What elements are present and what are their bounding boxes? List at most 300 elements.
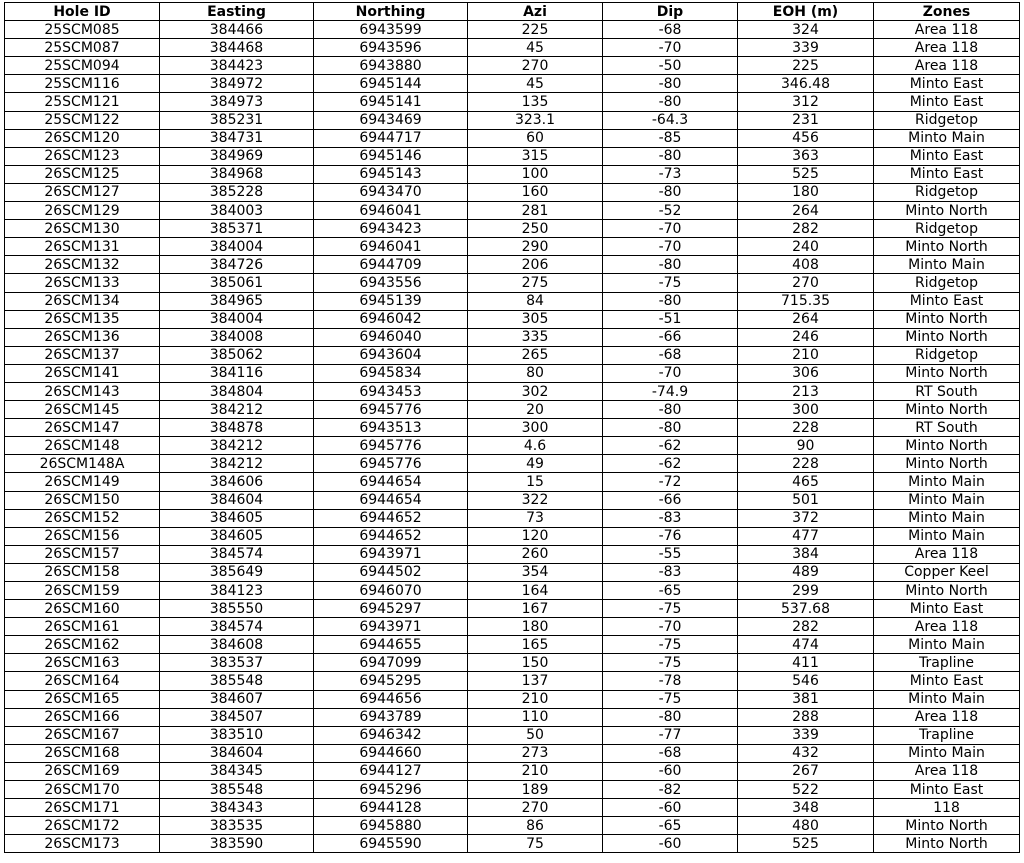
cell-northing: 6943789 bbox=[314, 708, 468, 726]
cell-dip: -50 bbox=[603, 57, 738, 75]
cell-eoh: 411 bbox=[738, 654, 874, 672]
header-easting: Easting bbox=[160, 3, 314, 21]
table-row bbox=[5, 220, 1020, 238]
cell-dip: -75 bbox=[603, 654, 738, 672]
cell-easting: 385550 bbox=[160, 600, 314, 618]
cell-dip: -62 bbox=[603, 437, 738, 455]
cell-eoh: 474 bbox=[738, 636, 874, 654]
cell-easting: 384003 bbox=[160, 202, 314, 220]
cell-easting: 383535 bbox=[160, 817, 314, 835]
cell-hole-id: 25SCM116 bbox=[5, 75, 160, 93]
cell-eoh: 465 bbox=[738, 473, 874, 491]
cell-azi: 15 bbox=[468, 473, 603, 491]
cell-eoh: 381 bbox=[738, 690, 874, 708]
cell-easting: 384507 bbox=[160, 708, 314, 726]
cell-eoh: 537.68 bbox=[738, 600, 874, 618]
cell-azi: 160 bbox=[468, 183, 603, 201]
table-row bbox=[5, 600, 1020, 618]
cell-dip: -70 bbox=[603, 220, 738, 238]
cell-northing: 6945141 bbox=[314, 93, 468, 111]
cell-zone: Minto North bbox=[874, 455, 1020, 473]
table-row bbox=[5, 401, 1020, 419]
table-row bbox=[5, 491, 1020, 509]
cell-easting: 385371 bbox=[160, 220, 314, 238]
cell-azi: 270 bbox=[468, 57, 603, 75]
cell-northing: 6944652 bbox=[314, 527, 468, 545]
cell-zone: Minto East bbox=[874, 672, 1020, 690]
cell-eoh: 267 bbox=[738, 762, 874, 780]
cell-northing: 6945776 bbox=[314, 455, 468, 473]
cell-azi: 322 bbox=[468, 491, 603, 509]
cell-azi: 75 bbox=[468, 835, 603, 853]
cell-easting: 383590 bbox=[160, 835, 314, 853]
cell-azi: 275 bbox=[468, 274, 603, 292]
cell-zone: Ridgetop bbox=[874, 220, 1020, 238]
cell-hole-id: 26SCM123 bbox=[5, 147, 160, 165]
cell-easting: 383537 bbox=[160, 654, 314, 672]
cell-hole-id: 26SCM141 bbox=[5, 364, 160, 382]
table-row bbox=[5, 781, 1020, 799]
cell-dip: -83 bbox=[603, 563, 738, 581]
cell-dip: -73 bbox=[603, 165, 738, 183]
cell-easting: 384574 bbox=[160, 545, 314, 563]
table-row bbox=[5, 346, 1020, 364]
cell-dip: -51 bbox=[603, 310, 738, 328]
cell-dip: -65 bbox=[603, 817, 738, 835]
cell-dip: -77 bbox=[603, 726, 738, 744]
cell-azi: 137 bbox=[468, 672, 603, 690]
header-azi: Azi bbox=[468, 3, 603, 21]
cell-northing: 6945296 bbox=[314, 781, 468, 799]
cell-eoh: 363 bbox=[738, 147, 874, 165]
cell-northing: 6946041 bbox=[314, 202, 468, 220]
cell-hole-id: 25SCM094 bbox=[5, 57, 160, 75]
cell-zone: Minto Main bbox=[874, 509, 1020, 527]
cell-zone: Ridgetop bbox=[874, 274, 1020, 292]
cell-eoh: 282 bbox=[738, 220, 874, 238]
cell-eoh: 346.48 bbox=[738, 75, 874, 93]
cell-eoh: 180 bbox=[738, 183, 874, 201]
cell-dip: -62 bbox=[603, 455, 738, 473]
cell-eoh: 246 bbox=[738, 328, 874, 346]
cell-hole-id: 26SCM171 bbox=[5, 799, 160, 817]
cell-northing: 6946041 bbox=[314, 238, 468, 256]
cell-eoh: 228 bbox=[738, 455, 874, 473]
cell-azi: 84 bbox=[468, 292, 603, 310]
cell-dip: -80 bbox=[603, 256, 738, 274]
cell-dip: -80 bbox=[603, 147, 738, 165]
cell-dip: -52 bbox=[603, 202, 738, 220]
cell-hole-id: 26SCM147 bbox=[5, 419, 160, 437]
cell-dip: -75 bbox=[603, 600, 738, 618]
cell-eoh: 90 bbox=[738, 437, 874, 455]
cell-hole-id: 26SCM148A bbox=[5, 455, 160, 473]
cell-easting: 384574 bbox=[160, 618, 314, 636]
cell-easting: 384804 bbox=[160, 382, 314, 400]
cell-azi: 86 bbox=[468, 817, 603, 835]
table-row bbox=[5, 274, 1020, 292]
cell-easting: 385548 bbox=[160, 781, 314, 799]
cell-zone: Minto Main bbox=[874, 129, 1020, 147]
cell-azi: 60 bbox=[468, 129, 603, 147]
cell-dip: -75 bbox=[603, 274, 738, 292]
cell-zone: Area 118 bbox=[874, 545, 1020, 563]
cell-northing: 6943599 bbox=[314, 21, 468, 39]
cell-eoh: 715.35 bbox=[738, 292, 874, 310]
cell-hole-id: 26SCM168 bbox=[5, 744, 160, 762]
cell-northing: 6944654 bbox=[314, 473, 468, 491]
cell-dip: -85 bbox=[603, 129, 738, 147]
cell-eoh: 522 bbox=[738, 781, 874, 799]
cell-northing: 6944655 bbox=[314, 636, 468, 654]
cell-zone: Trapline bbox=[874, 726, 1020, 744]
table-row bbox=[5, 744, 1020, 762]
cell-azi: 189 bbox=[468, 781, 603, 799]
cell-easting: 384004 bbox=[160, 238, 314, 256]
cell-northing: 6944656 bbox=[314, 690, 468, 708]
cell-hole-id: 26SCM145 bbox=[5, 401, 160, 419]
cell-eoh: 213 bbox=[738, 382, 874, 400]
cell-azi: 206 bbox=[468, 256, 603, 274]
cell-dip: -70 bbox=[603, 238, 738, 256]
header-dip: Dip bbox=[603, 3, 738, 21]
cell-zone: Minto North bbox=[874, 437, 1020, 455]
cell-easting: 384212 bbox=[160, 401, 314, 419]
cell-easting: 384468 bbox=[160, 39, 314, 57]
cell-azi: 354 bbox=[468, 563, 603, 581]
cell-eoh: 210 bbox=[738, 346, 874, 364]
cell-easting: 384605 bbox=[160, 509, 314, 527]
cell-eoh: 306 bbox=[738, 364, 874, 382]
cell-zone: Minto Main bbox=[874, 256, 1020, 274]
table-row bbox=[5, 455, 1020, 473]
cell-zone: Minto East bbox=[874, 600, 1020, 618]
table-row bbox=[5, 654, 1020, 672]
cell-northing: 6943971 bbox=[314, 545, 468, 563]
cell-easting: 384212 bbox=[160, 437, 314, 455]
cell-dip: -70 bbox=[603, 39, 738, 57]
cell-zone: Ridgetop bbox=[874, 346, 1020, 364]
cell-easting: 384604 bbox=[160, 491, 314, 509]
cell-easting: 384608 bbox=[160, 636, 314, 654]
cell-eoh: 299 bbox=[738, 582, 874, 600]
cell-dip: -68 bbox=[603, 346, 738, 364]
cell-zone: Area 118 bbox=[874, 21, 1020, 39]
cell-eoh: 525 bbox=[738, 165, 874, 183]
cell-hole-id: 25SCM122 bbox=[5, 111, 160, 129]
cell-zone: Trapline bbox=[874, 654, 1020, 672]
cell-azi: 270 bbox=[468, 799, 603, 817]
table-row bbox=[5, 165, 1020, 183]
cell-easting: 384972 bbox=[160, 75, 314, 93]
cell-zone: Minto East bbox=[874, 292, 1020, 310]
cell-eoh: 501 bbox=[738, 491, 874, 509]
table-row bbox=[5, 799, 1020, 817]
table-row bbox=[5, 39, 1020, 57]
cell-eoh: 339 bbox=[738, 726, 874, 744]
cell-dip: -80 bbox=[603, 183, 738, 201]
cell-eoh: 270 bbox=[738, 274, 874, 292]
cell-azi: 4.6 bbox=[468, 437, 603, 455]
cell-azi: 50 bbox=[468, 726, 603, 744]
cell-zone: RT South bbox=[874, 419, 1020, 437]
cell-eoh: 477 bbox=[738, 527, 874, 545]
cell-dip: -70 bbox=[603, 618, 738, 636]
cell-dip: -78 bbox=[603, 672, 738, 690]
cell-hole-id: 26SCM158 bbox=[5, 563, 160, 581]
cell-azi: 164 bbox=[468, 582, 603, 600]
cell-azi: 45 bbox=[468, 75, 603, 93]
table-row bbox=[5, 256, 1020, 274]
cell-zone: RT South bbox=[874, 382, 1020, 400]
cell-azi: 225 bbox=[468, 21, 603, 39]
cell-eoh: 348 bbox=[738, 799, 874, 817]
cell-hole-id: 26SCM160 bbox=[5, 600, 160, 618]
cell-zone: Area 118 bbox=[874, 762, 1020, 780]
header-hole-id: Hole ID bbox=[5, 3, 160, 21]
cell-zone: Minto Main bbox=[874, 491, 1020, 509]
cell-hole-id: 26SCM164 bbox=[5, 672, 160, 690]
cell-eoh: 264 bbox=[738, 202, 874, 220]
cell-eoh: 372 bbox=[738, 509, 874, 527]
cell-northing: 6945144 bbox=[314, 75, 468, 93]
table-row bbox=[5, 636, 1020, 654]
cell-northing: 6943971 bbox=[314, 618, 468, 636]
cell-dip: -80 bbox=[603, 419, 738, 437]
cell-zone: Minto North bbox=[874, 310, 1020, 328]
cell-zone: Minto East bbox=[874, 75, 1020, 93]
cell-easting: 385228 bbox=[160, 183, 314, 201]
cell-northing: 6944709 bbox=[314, 256, 468, 274]
cell-zone: Minto East bbox=[874, 93, 1020, 111]
cell-azi: 73 bbox=[468, 509, 603, 527]
cell-easting: 385231 bbox=[160, 111, 314, 129]
cell-hole-id: 26SCM129 bbox=[5, 202, 160, 220]
table-row bbox=[5, 473, 1020, 491]
cell-hole-id: 26SCM130 bbox=[5, 220, 160, 238]
cell-dip: -80 bbox=[603, 93, 738, 111]
cell-dip: -74.9 bbox=[603, 382, 738, 400]
cell-eoh: 240 bbox=[738, 238, 874, 256]
cell-dip: -65 bbox=[603, 582, 738, 600]
cell-dip: -60 bbox=[603, 762, 738, 780]
cell-northing: 6944652 bbox=[314, 509, 468, 527]
cell-zone: Minto Main bbox=[874, 636, 1020, 654]
cell-northing: 6945295 bbox=[314, 672, 468, 690]
cell-hole-id: 26SCM152 bbox=[5, 509, 160, 527]
cell-hole-id: 26SCM165 bbox=[5, 690, 160, 708]
cell-azi: 20 bbox=[468, 401, 603, 419]
table-row bbox=[5, 310, 1020, 328]
cell-northing: 6943423 bbox=[314, 220, 468, 238]
cell-eoh: 288 bbox=[738, 708, 874, 726]
cell-easting: 384726 bbox=[160, 256, 314, 274]
header-zones: Zones bbox=[874, 3, 1020, 21]
cell-zone: Area 118 bbox=[874, 57, 1020, 75]
cell-easting: 385649 bbox=[160, 563, 314, 581]
cell-northing: 6943469 bbox=[314, 111, 468, 129]
drill-hole-table bbox=[4, 2, 1020, 853]
cell-easting: 384345 bbox=[160, 762, 314, 780]
cell-northing: 6946042 bbox=[314, 310, 468, 328]
cell-easting: 384968 bbox=[160, 165, 314, 183]
cell-zone: Minto North bbox=[874, 364, 1020, 382]
table-row bbox=[5, 527, 1020, 545]
header-northing: Northing bbox=[314, 3, 468, 21]
cell-azi: 265 bbox=[468, 346, 603, 364]
cell-dip: -76 bbox=[603, 527, 738, 545]
cell-eoh: 228 bbox=[738, 419, 874, 437]
cell-easting: 383510 bbox=[160, 726, 314, 744]
table-row bbox=[5, 129, 1020, 147]
table-row bbox=[5, 202, 1020, 220]
cell-eoh: 231 bbox=[738, 111, 874, 129]
cell-dip: -75 bbox=[603, 690, 738, 708]
table-row bbox=[5, 111, 1020, 129]
cell-dip: -80 bbox=[603, 292, 738, 310]
cell-azi: 273 bbox=[468, 744, 603, 762]
cell-hole-id: 26SCM156 bbox=[5, 527, 160, 545]
cell-northing: 6946342 bbox=[314, 726, 468, 744]
cell-hole-id: 26SCM163 bbox=[5, 654, 160, 672]
cell-hole-id: 25SCM085 bbox=[5, 21, 160, 39]
table-row bbox=[5, 382, 1020, 400]
cell-eoh: 546 bbox=[738, 672, 874, 690]
cell-azi: 100 bbox=[468, 165, 603, 183]
cell-eoh: 480 bbox=[738, 817, 874, 835]
cell-dip: -64.3 bbox=[603, 111, 738, 129]
cell-hole-id: 26SCM150 bbox=[5, 491, 160, 509]
cell-northing: 6944660 bbox=[314, 744, 468, 762]
cell-zone: Area 118 bbox=[874, 39, 1020, 57]
cell-hole-id: 26SCM170 bbox=[5, 781, 160, 799]
cell-easting: 384965 bbox=[160, 292, 314, 310]
cell-azi: 260 bbox=[468, 545, 603, 563]
table-row bbox=[5, 835, 1020, 853]
cell-dip: -68 bbox=[603, 21, 738, 39]
cell-northing: 6943880 bbox=[314, 57, 468, 75]
cell-azi: 290 bbox=[468, 238, 603, 256]
cell-zone: Minto East bbox=[874, 781, 1020, 799]
table-row bbox=[5, 238, 1020, 256]
cell-azi: 300 bbox=[468, 419, 603, 437]
cell-azi: 49 bbox=[468, 455, 603, 473]
table-row bbox=[5, 328, 1020, 346]
cell-dip: -70 bbox=[603, 364, 738, 382]
cell-azi: 167 bbox=[468, 600, 603, 618]
cell-northing: 6945590 bbox=[314, 835, 468, 853]
cell-easting: 384466 bbox=[160, 21, 314, 39]
cell-zone: Minto Main bbox=[874, 473, 1020, 491]
table-row bbox=[5, 147, 1020, 165]
cell-azi: 210 bbox=[468, 762, 603, 780]
cell-easting: 384123 bbox=[160, 582, 314, 600]
cell-easting: 385548 bbox=[160, 672, 314, 690]
cell-easting: 384116 bbox=[160, 364, 314, 382]
cell-dip: -82 bbox=[603, 781, 738, 799]
header-row bbox=[5, 3, 1020, 21]
cell-zone: Minto East bbox=[874, 165, 1020, 183]
cell-dip: -60 bbox=[603, 799, 738, 817]
cell-hole-id: 26SCM120 bbox=[5, 129, 160, 147]
cell-zone: Minto North bbox=[874, 582, 1020, 600]
table-row bbox=[5, 57, 1020, 75]
cell-eoh: 324 bbox=[738, 21, 874, 39]
cell-azi: 281 bbox=[468, 202, 603, 220]
cell-zone: 118 bbox=[874, 799, 1020, 817]
cell-azi: 120 bbox=[468, 527, 603, 545]
cell-eoh: 525 bbox=[738, 835, 874, 853]
cell-hole-id: 26SCM157 bbox=[5, 545, 160, 563]
cell-easting: 384969 bbox=[160, 147, 314, 165]
cell-zone: Minto North bbox=[874, 835, 1020, 853]
cell-hole-id: 26SCM148 bbox=[5, 437, 160, 455]
cell-easting: 384212 bbox=[160, 455, 314, 473]
table-row bbox=[5, 762, 1020, 780]
cell-hole-id: 26SCM172 bbox=[5, 817, 160, 835]
cell-eoh: 300 bbox=[738, 401, 874, 419]
cell-northing: 6943453 bbox=[314, 382, 468, 400]
cell-easting: 384606 bbox=[160, 473, 314, 491]
cell-northing: 6943596 bbox=[314, 39, 468, 57]
cell-azi: 335 bbox=[468, 328, 603, 346]
cell-zone: Minto East bbox=[874, 147, 1020, 165]
cell-easting: 384343 bbox=[160, 799, 314, 817]
cell-dip: -80 bbox=[603, 75, 738, 93]
cell-eoh: 264 bbox=[738, 310, 874, 328]
cell-hole-id: 26SCM134 bbox=[5, 292, 160, 310]
cell-zone: Minto North bbox=[874, 238, 1020, 256]
cell-easting: 384008 bbox=[160, 328, 314, 346]
cell-azi: 80 bbox=[468, 364, 603, 382]
cell-hole-id: 26SCM127 bbox=[5, 183, 160, 201]
cell-easting: 384731 bbox=[160, 129, 314, 147]
cell-dip: -80 bbox=[603, 401, 738, 419]
cell-azi: 135 bbox=[468, 93, 603, 111]
cell-hole-id: 25SCM087 bbox=[5, 39, 160, 57]
cell-eoh: 282 bbox=[738, 618, 874, 636]
cell-azi: 323.1 bbox=[468, 111, 603, 129]
cell-zone: Minto Main bbox=[874, 690, 1020, 708]
cell-easting: 384604 bbox=[160, 744, 314, 762]
cell-hole-id: 26SCM166 bbox=[5, 708, 160, 726]
table-row bbox=[5, 93, 1020, 111]
cell-dip: -83 bbox=[603, 509, 738, 527]
cell-northing: 6947099 bbox=[314, 654, 468, 672]
cell-hole-id: 26SCM162 bbox=[5, 636, 160, 654]
cell-northing: 6944128 bbox=[314, 799, 468, 817]
cell-eoh: 432 bbox=[738, 744, 874, 762]
cell-hole-id: 26SCM161 bbox=[5, 618, 160, 636]
cell-northing: 6943513 bbox=[314, 419, 468, 437]
table-row bbox=[5, 183, 1020, 201]
table-row bbox=[5, 292, 1020, 310]
cell-hole-id: 26SCM132 bbox=[5, 256, 160, 274]
cell-hole-id: 26SCM159 bbox=[5, 582, 160, 600]
cell-northing: 6943470 bbox=[314, 183, 468, 201]
cell-easting: 384607 bbox=[160, 690, 314, 708]
cell-hole-id: 26SCM169 bbox=[5, 762, 160, 780]
cell-northing: 6945146 bbox=[314, 147, 468, 165]
cell-zone: Ridgetop bbox=[874, 183, 1020, 201]
cell-eoh: 408 bbox=[738, 256, 874, 274]
table-row bbox=[5, 509, 1020, 527]
table-row bbox=[5, 726, 1020, 744]
cell-northing: 6944502 bbox=[314, 563, 468, 581]
cell-northing: 6946040 bbox=[314, 328, 468, 346]
table-row bbox=[5, 364, 1020, 382]
cell-zone: Copper Keel bbox=[874, 563, 1020, 581]
